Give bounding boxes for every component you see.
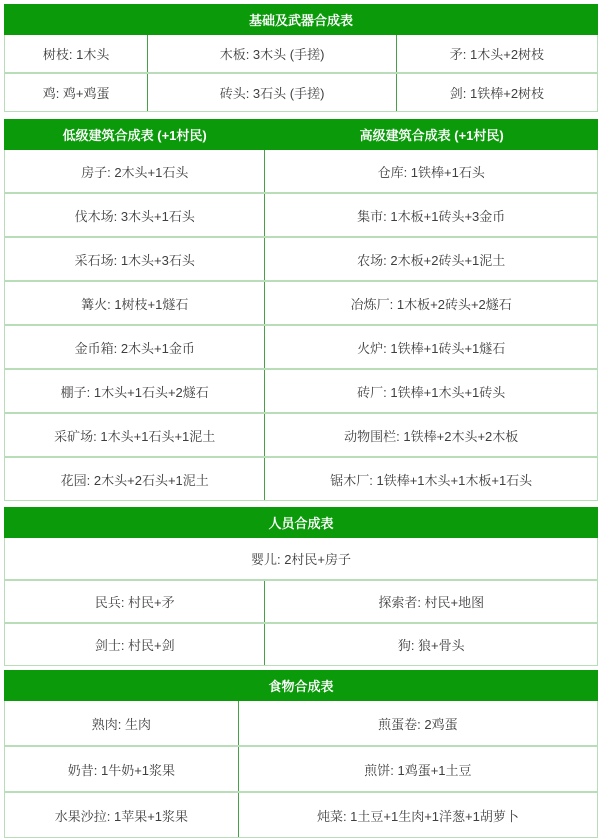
recipe-cell: 金币箱: 2木头+1金币 (5, 326, 265, 368)
table-row (5, 150, 597, 194)
recipe-cell: 狗: 狼+骨头 (397, 638, 465, 653)
table-row (5, 370, 597, 414)
table-row (5, 581, 597, 624)
recipe-cell: 棚子: 1木头+1石头+2燧石 (5, 370, 265, 412)
recipe-cell: 奶昔: 1牛奶+1浆果 (5, 747, 239, 791)
recipe-cell: 房子: 2木头+1石头 (5, 150, 265, 192)
table-row (5, 238, 597, 282)
recipe-cell: 熟肉: 生肉 (5, 701, 239, 745)
table-row (5, 326, 597, 370)
recipe-cell: 仓库: 1铁棒+1石头 (377, 164, 485, 180)
section-title-high-buildings: 高级建筑合成表 (+1村民) (359, 128, 504, 143)
table-row (5, 458, 597, 501)
recipe-cell: 动物围栏: 1铁棒+2木头+2木板 (344, 428, 519, 444)
section-personnel-header (4, 507, 598, 538)
recipe-cell: 矛: 1木头+2树枝 (449, 47, 545, 62)
section-basic-weapons (4, 4, 598, 112)
section-personnel (4, 507, 598, 666)
recipe-cell: 民兵: 村民+矛 (5, 581, 265, 622)
section-food-header (4, 670, 598, 701)
recipe-cell: 冶炼厂: 1木板+2砖头+2燧石 (350, 296, 512, 312)
recipe-cell: 炖菜: 1土豆+1生肉+1洋葱+1胡萝卜 (316, 808, 519, 824)
recipe-cell: 集市: 1木板+1砖头+3金币 (357, 208, 506, 224)
recipe-cell: 篝火: 1树枝+1燧石 (5, 282, 265, 324)
section-buildings (4, 119, 598, 501)
recipe-cell: 剑士: 村民+剑 (5, 624, 265, 665)
recipe-cell: 探索者: 村民+地图 (378, 595, 485, 610)
recipe-cell: 水果沙拉: 1苹果+1浆果 (5, 793, 239, 837)
table-row (5, 35, 597, 74)
table-row (5, 414, 597, 458)
recipe-cell: 火炉: 1铁棒+1砖头+1燧石 (357, 340, 506, 356)
recipe-cell: 农场: 2木板+2砖头+1泥土 (357, 252, 506, 268)
section-basic-weapons-header (4, 4, 598, 35)
recipe-cell: 木板: 3木头 (手搓) (148, 35, 397, 72)
table-row (5, 701, 597, 747)
table-row (5, 793, 597, 838)
table-row (5, 74, 597, 112)
recipe-cell: 伐木场: 3木头+1石头 (5, 194, 265, 236)
section-title: 基础及武器合成表 (248, 13, 353, 28)
recipe-cell: 煎蛋卷: 2鸡蛋 (378, 716, 458, 732)
recipe-cell: 鸡: 鸡+鸡蛋 (5, 74, 148, 111)
section-title: 人员合成表 (268, 516, 334, 531)
recipe-cell: 砖厂: 1铁棒+1木头+1砖头 (357, 384, 506, 400)
recipe-cell: 煎饼: 1鸡蛋+1土豆 (364, 762, 472, 778)
recipe-cell: 砖头: 3石头 (手搓) (148, 74, 397, 111)
section-food (4, 670, 598, 838)
table-row (5, 194, 597, 238)
recipe-cell: 采矿场: 1木头+1石头+1泥土 (5, 414, 265, 456)
recipe-cell: 剑: 1铁棒+2树枝 (449, 86, 545, 101)
table-row (5, 538, 597, 581)
section-title: 食物合成表 (268, 679, 334, 694)
recipe-cell: 锯木厂: 1铁棒+1木头+1木板+1石头 (330, 472, 533, 488)
recipe-cell: 花园: 2木头+2石头+1泥土 (5, 458, 265, 500)
recipe-cell: 树枝: 1木头 (5, 35, 148, 72)
recipe-cell: 婴儿: 2村民+房子 (250, 552, 352, 567)
table-row (5, 747, 597, 793)
section-buildings-header (4, 119, 598, 150)
section-title-low-buildings: 低级建筑合成表 (+1村民) (62, 128, 207, 143)
table-row (5, 282, 597, 326)
recipe-cell: 采石场: 1木头+3石头 (5, 238, 265, 280)
table-row (5, 624, 597, 666)
